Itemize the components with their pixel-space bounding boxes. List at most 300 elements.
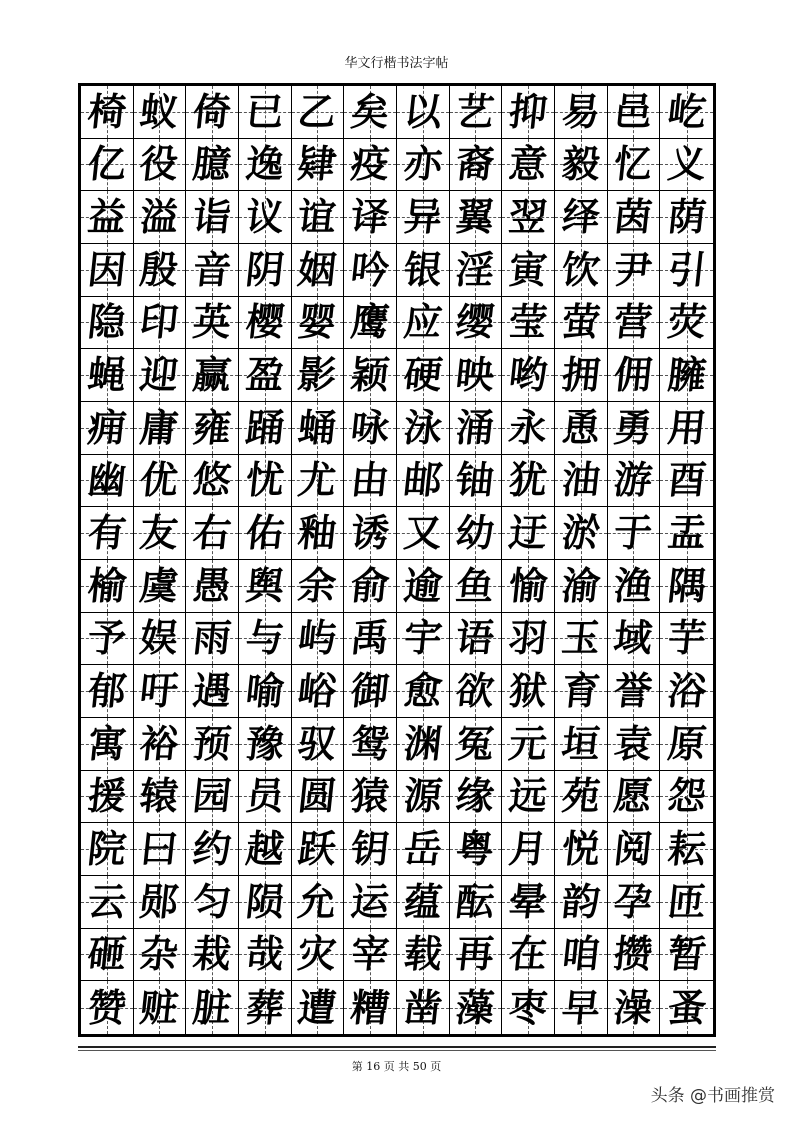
calligraphy-character: 铀 bbox=[454, 457, 497, 503]
calligraphy-character: 允 bbox=[296, 878, 339, 924]
grid-cell bbox=[292, 244, 345, 297]
calligraphy-character: 遭 bbox=[296, 984, 339, 1030]
grid-cell bbox=[134, 613, 187, 666]
grid-cell bbox=[344, 718, 397, 771]
calligraphy-character: 悠 bbox=[190, 457, 234, 503]
grid-cell bbox=[608, 402, 661, 455]
calligraphy-character: 游 bbox=[612, 457, 655, 503]
calligraphy-character: 益 bbox=[85, 194, 129, 240]
calligraphy-character: 哟 bbox=[506, 352, 550, 398]
calligraphy-character: 猿 bbox=[348, 773, 392, 819]
calligraphy-character: 郁 bbox=[85, 668, 129, 714]
calligraphy-character: 恿 bbox=[559, 404, 603, 450]
grid-cell bbox=[608, 139, 661, 192]
calligraphy-character: 灾 bbox=[296, 931, 339, 977]
grid-cell bbox=[344, 402, 397, 455]
calligraphy-character: 驭 bbox=[296, 720, 339, 766]
calligraphy-character: 悦 bbox=[559, 826, 603, 872]
grid-cell bbox=[608, 507, 661, 560]
grid-cell bbox=[134, 560, 187, 613]
grid-cell bbox=[292, 297, 345, 350]
grid-cell bbox=[239, 665, 292, 718]
grid-cell bbox=[450, 455, 503, 508]
calligraphy-character: 优 bbox=[138, 457, 181, 503]
calligraphy-character: 哉 bbox=[243, 931, 287, 977]
grid-cell bbox=[660, 771, 713, 824]
calligraphy-character: 邮 bbox=[401, 457, 445, 503]
grid-cell bbox=[660, 560, 713, 613]
grid-cell bbox=[502, 929, 555, 982]
grid-cell bbox=[397, 349, 450, 402]
grid-cell bbox=[186, 244, 239, 297]
grid-cell bbox=[608, 718, 661, 771]
calligraphy-character: 因 bbox=[85, 246, 129, 292]
calligraphy-character: 痈 bbox=[85, 404, 129, 450]
grid-cell bbox=[186, 507, 239, 560]
grid-cell bbox=[81, 349, 134, 402]
grid-cell bbox=[608, 771, 661, 824]
grid-cell bbox=[81, 665, 134, 718]
grid-cell bbox=[555, 771, 608, 824]
grid-cell bbox=[81, 507, 134, 560]
grid-cell bbox=[186, 718, 239, 771]
calligraphy-character: 臃 bbox=[665, 352, 709, 398]
grid-cell bbox=[186, 981, 239, 1034]
calligraphy-character: 语 bbox=[454, 615, 497, 661]
calligraphy-character: 茵 bbox=[612, 194, 655, 240]
calligraphy-character: 园 bbox=[190, 773, 234, 819]
calligraphy-character: 跃 bbox=[296, 826, 339, 872]
calligraphy-character: 愈 bbox=[401, 668, 445, 714]
grid-cell bbox=[608, 191, 661, 244]
calligraphy-character: 陨 bbox=[243, 878, 287, 924]
calligraphy-character: 遇 bbox=[190, 668, 234, 714]
calligraphy-character: 荫 bbox=[665, 194, 709, 240]
calligraphy-character: 在 bbox=[506, 931, 550, 977]
calligraphy-character: 阴 bbox=[243, 246, 287, 292]
grid-cell bbox=[186, 876, 239, 929]
grid-cell bbox=[134, 929, 187, 982]
grid-cell bbox=[660, 139, 713, 192]
calligraphy-character: 佣 bbox=[612, 352, 655, 398]
grid-cell bbox=[134, 981, 187, 1034]
calligraphy-character: 右 bbox=[190, 510, 234, 556]
grid-cell bbox=[450, 86, 503, 139]
calligraphy-character: 议 bbox=[243, 194, 287, 240]
calligraphy-character: 荧 bbox=[665, 299, 709, 345]
calligraphy-character: 玉 bbox=[559, 615, 603, 661]
calligraphy-character: 意 bbox=[506, 141, 550, 187]
calligraphy-character: 溢 bbox=[138, 194, 181, 240]
grid-cell bbox=[81, 823, 134, 876]
calligraphy-character: 员 bbox=[243, 773, 287, 819]
grid-cell bbox=[292, 771, 345, 824]
grid-cell bbox=[239, 86, 292, 139]
grid-cell bbox=[397, 507, 450, 560]
calligraphy-character: 忆 bbox=[612, 141, 655, 187]
calligraphy-character: 诱 bbox=[348, 510, 392, 556]
grid-cell bbox=[134, 718, 187, 771]
grid-cell bbox=[134, 876, 187, 929]
grid-cell bbox=[397, 139, 450, 192]
grid-cell bbox=[660, 665, 713, 718]
calligraphy-character: 营 bbox=[612, 299, 655, 345]
watermark-text: 头条 @书画推赏 bbox=[650, 1086, 775, 1106]
grid-cell bbox=[660, 455, 713, 508]
calligraphy-character: 迎 bbox=[138, 352, 181, 398]
grid-cell bbox=[186, 402, 239, 455]
grid-cell bbox=[344, 981, 397, 1034]
calligraphy-character: 越 bbox=[243, 826, 287, 872]
grid-cell bbox=[344, 507, 397, 560]
calligraphy-character: 裔 bbox=[454, 141, 497, 187]
calligraphy-character: 应 bbox=[401, 299, 445, 345]
calligraphy-character: 倚 bbox=[190, 88, 234, 134]
calligraphy-character: 砸 bbox=[85, 931, 129, 977]
grid-cell bbox=[555, 244, 608, 297]
calligraphy-character: 原 bbox=[665, 720, 709, 766]
calligraphy-grid bbox=[81, 86, 713, 1034]
calligraphy-character: 艺 bbox=[454, 88, 497, 134]
grid-cell bbox=[608, 929, 661, 982]
calligraphy-character: 釉 bbox=[296, 510, 339, 556]
grid-cell bbox=[239, 244, 292, 297]
calligraphy-character: 运 bbox=[348, 878, 392, 924]
grid-cell bbox=[397, 876, 450, 929]
calligraphy-character: 栽 bbox=[190, 931, 234, 977]
calligraphy-character: 酝 bbox=[454, 878, 497, 924]
grid-cell bbox=[555, 507, 608, 560]
grid-cell bbox=[397, 191, 450, 244]
calligraphy-character: 印 bbox=[138, 299, 181, 345]
grid-cell bbox=[555, 613, 608, 666]
calligraphy-character: 蚁 bbox=[138, 88, 181, 134]
calligraphy-character: 苑 bbox=[559, 773, 603, 819]
grid-cell bbox=[502, 507, 555, 560]
calligraphy-character: 吟 bbox=[348, 246, 392, 292]
calligraphy-character: 淫 bbox=[454, 246, 497, 292]
grid-cell bbox=[239, 876, 292, 929]
calligraphy-character: 凿 bbox=[401, 984, 445, 1030]
grid-cell bbox=[186, 771, 239, 824]
grid-cell bbox=[397, 665, 450, 718]
grid-cell bbox=[397, 402, 450, 455]
grid-cell bbox=[555, 929, 608, 982]
calligraphy-character: 岳 bbox=[401, 826, 445, 872]
grid-cell bbox=[450, 507, 503, 560]
calligraphy-character: 逸 bbox=[243, 141, 287, 187]
grid-cell bbox=[239, 139, 292, 192]
grid-cell bbox=[502, 349, 555, 402]
grid-cell bbox=[660, 876, 713, 929]
grid-cell bbox=[81, 718, 134, 771]
grid-cell bbox=[239, 402, 292, 455]
calligraphy-character: 月 bbox=[506, 826, 550, 872]
grid-cell bbox=[81, 771, 134, 824]
grid-cell bbox=[555, 718, 608, 771]
calligraphy-character: 御 bbox=[348, 668, 392, 714]
calligraphy-character: 缘 bbox=[454, 773, 497, 819]
grid-cell bbox=[502, 981, 555, 1034]
grid-cell bbox=[555, 139, 608, 192]
grid-cell bbox=[660, 718, 713, 771]
grid-cell bbox=[186, 665, 239, 718]
grid-cell bbox=[344, 613, 397, 666]
grid-cell bbox=[555, 981, 608, 1034]
calligraphy-character: 渔 bbox=[612, 562, 655, 608]
calligraphy-character: 逾 bbox=[401, 562, 445, 608]
calligraphy-character: 预 bbox=[190, 720, 234, 766]
calligraphy-character: 幽 bbox=[85, 457, 129, 503]
grid-cell bbox=[344, 297, 397, 350]
calligraphy-character: 粤 bbox=[454, 826, 497, 872]
calligraphy-character: 糟 bbox=[348, 984, 392, 1030]
calligraphy-character: 隅 bbox=[665, 562, 709, 608]
calligraphy-character: 韵 bbox=[559, 878, 603, 924]
calligraphy-character: 育 bbox=[559, 668, 603, 714]
grid-cell bbox=[344, 771, 397, 824]
calligraphy-character: 屿 bbox=[296, 615, 339, 661]
calligraphy-character: 愿 bbox=[612, 773, 655, 819]
calligraphy-character: 蚤 bbox=[665, 984, 709, 1030]
grid-cell bbox=[292, 560, 345, 613]
grid-cell bbox=[555, 455, 608, 508]
grid-cell bbox=[608, 613, 661, 666]
calligraphy-character: 肄 bbox=[296, 141, 339, 187]
grid-cell bbox=[186, 86, 239, 139]
grid-cell bbox=[660, 244, 713, 297]
grid-cell bbox=[344, 139, 397, 192]
grid-cell bbox=[81, 402, 134, 455]
calligraphy-character: 异 bbox=[401, 194, 445, 240]
grid-cell bbox=[292, 823, 345, 876]
grid-cell bbox=[292, 981, 345, 1034]
grid-cell bbox=[292, 929, 345, 982]
calligraphy-character: 翌 bbox=[506, 194, 550, 240]
calligraphy-character: 莹 bbox=[506, 299, 550, 345]
grid-cell bbox=[608, 560, 661, 613]
calligraphy-character: 娱 bbox=[138, 615, 181, 661]
grid-cell bbox=[450, 402, 503, 455]
calligraphy-character: 绎 bbox=[559, 194, 603, 240]
calligraphy-character: 藻 bbox=[454, 984, 497, 1030]
calligraphy-character: 易 bbox=[559, 88, 603, 134]
grid-cell bbox=[502, 139, 555, 192]
calligraphy-character: 邑 bbox=[612, 88, 655, 134]
grid-cell bbox=[397, 86, 450, 139]
grid-cell bbox=[397, 297, 450, 350]
calligraphy-character: 雨 bbox=[190, 615, 234, 661]
calligraphy-character: 缨 bbox=[454, 299, 497, 345]
grid-cell bbox=[450, 191, 503, 244]
calligraphy-character: 银 bbox=[401, 246, 445, 292]
calligraphy-character: 有 bbox=[85, 510, 129, 556]
calligraphy-character: 攒 bbox=[612, 931, 655, 977]
calligraphy-character: 欲 bbox=[454, 668, 497, 714]
grid-cell bbox=[81, 876, 134, 929]
calligraphy-character: 赞 bbox=[85, 984, 129, 1030]
grid-cell bbox=[292, 613, 345, 666]
calligraphy-character: 豫 bbox=[243, 720, 287, 766]
grid-cell bbox=[397, 981, 450, 1034]
calligraphy-character: 袁 bbox=[612, 720, 655, 766]
calligraphy-character: 犹 bbox=[506, 457, 550, 503]
calligraphy-character: 宇 bbox=[401, 615, 445, 661]
footer-rule-thin bbox=[78, 1050, 716, 1051]
calligraphy-character: 颖 bbox=[348, 352, 392, 398]
grid-cell bbox=[344, 823, 397, 876]
grid-cell bbox=[81, 455, 134, 508]
grid-cell bbox=[502, 402, 555, 455]
calligraphy-character: 寅 bbox=[506, 246, 550, 292]
calligraphy-character: 渊 bbox=[401, 720, 445, 766]
calligraphy-character: 辕 bbox=[138, 773, 181, 819]
calligraphy-character: 忧 bbox=[243, 457, 287, 503]
grid-cell bbox=[608, 665, 661, 718]
grid-cell bbox=[502, 613, 555, 666]
calligraphy-character: 远 bbox=[506, 773, 550, 819]
grid-cell bbox=[134, 823, 187, 876]
calligraphy-character: 蛹 bbox=[296, 404, 339, 450]
grid-cell bbox=[397, 244, 450, 297]
grid-cell bbox=[608, 244, 661, 297]
calligraphy-character: 用 bbox=[665, 404, 709, 450]
calligraphy-character: 杂 bbox=[138, 931, 181, 977]
calligraphy-character: 踊 bbox=[243, 404, 287, 450]
calligraphy-character: 芋 bbox=[665, 615, 709, 661]
grid-cell bbox=[186, 191, 239, 244]
grid-cell bbox=[292, 876, 345, 929]
grid-cell bbox=[292, 191, 345, 244]
calligraphy-character: 院 bbox=[85, 826, 129, 872]
calligraphy-character: 浴 bbox=[665, 668, 709, 714]
calligraphy-character: 虞 bbox=[138, 562, 181, 608]
grid-cell bbox=[134, 349, 187, 402]
grid-cell bbox=[450, 349, 503, 402]
grid-cell bbox=[186, 823, 239, 876]
grid-cell bbox=[450, 244, 503, 297]
grid-cell bbox=[239, 455, 292, 508]
grid-cell bbox=[81, 560, 134, 613]
calligraphy-character: 友 bbox=[138, 510, 181, 556]
grid-cell bbox=[660, 191, 713, 244]
calligraphy-character: 蝇 bbox=[85, 352, 129, 398]
calligraphy-grid-frame bbox=[78, 83, 716, 1037]
grid-cell bbox=[186, 929, 239, 982]
grid-cell bbox=[239, 613, 292, 666]
calligraphy-character: 亦 bbox=[401, 141, 445, 187]
calligraphy-character: 禹 bbox=[348, 615, 392, 661]
calligraphy-character: 疫 bbox=[348, 141, 392, 187]
calligraphy-character: 约 bbox=[190, 826, 234, 872]
calligraphy-character: 鹰 bbox=[348, 299, 392, 345]
calligraphy-character: 域 bbox=[612, 615, 655, 661]
calligraphy-character: 舆 bbox=[243, 562, 287, 608]
grid-cell bbox=[397, 613, 450, 666]
calligraphy-character: 已 bbox=[243, 88, 287, 134]
grid-cell bbox=[239, 929, 292, 982]
calligraphy-character: 咱 bbox=[559, 931, 603, 977]
grid-cell bbox=[397, 455, 450, 508]
calligraphy-character: 盂 bbox=[665, 510, 709, 556]
calligraphy-character: 抑 bbox=[506, 88, 550, 134]
calligraphy-character: 晕 bbox=[506, 878, 550, 924]
calligraphy-character: 谊 bbox=[296, 194, 339, 240]
grid-cell bbox=[81, 191, 134, 244]
grid-cell bbox=[81, 981, 134, 1034]
calligraphy-character: 翼 bbox=[454, 194, 497, 240]
calligraphy-character: 殷 bbox=[138, 246, 181, 292]
grid-cell bbox=[81, 139, 134, 192]
grid-cell bbox=[292, 402, 345, 455]
calligraphy-character: 又 bbox=[401, 510, 445, 556]
calligraphy-character: 涌 bbox=[454, 404, 497, 450]
grid-cell bbox=[502, 560, 555, 613]
grid-cell bbox=[608, 455, 661, 508]
calligraphy-character: 影 bbox=[296, 352, 339, 398]
calligraphy-character: 蕴 bbox=[401, 878, 445, 924]
calligraphy-character: 盈 bbox=[243, 352, 287, 398]
calligraphy-character: 匀 bbox=[190, 878, 234, 924]
grid-cell bbox=[608, 297, 661, 350]
grid-cell bbox=[555, 349, 608, 402]
calligraphy-character: 毅 bbox=[559, 141, 603, 187]
grid-cell bbox=[660, 929, 713, 982]
calligraphy-character: 垣 bbox=[559, 720, 603, 766]
calligraphy-character: 愉 bbox=[506, 562, 550, 608]
grid-cell bbox=[344, 455, 397, 508]
grid-cell bbox=[134, 139, 187, 192]
grid-cell bbox=[608, 349, 661, 402]
calligraphy-character: 葬 bbox=[243, 984, 287, 1030]
grid-cell bbox=[660, 981, 713, 1034]
calligraphy-character: 怨 bbox=[665, 773, 709, 819]
grid-cell bbox=[186, 349, 239, 402]
grid-cell bbox=[555, 297, 608, 350]
grid-cell bbox=[186, 455, 239, 508]
calligraphy-character: 椅 bbox=[85, 88, 129, 134]
calligraphy-character: 樱 bbox=[243, 299, 287, 345]
calligraphy-character: 郧 bbox=[138, 878, 181, 924]
grid-cell bbox=[292, 349, 345, 402]
calligraphy-character: 音 bbox=[190, 246, 234, 292]
calligraphy-character: 亿 bbox=[85, 141, 129, 187]
grid-cell bbox=[555, 823, 608, 876]
grid-cell bbox=[450, 823, 503, 876]
calligraphy-character: 援 bbox=[85, 773, 129, 819]
grid-cell bbox=[450, 297, 503, 350]
grid-cell bbox=[344, 191, 397, 244]
calligraphy-character: 俞 bbox=[348, 562, 392, 608]
grid-cell bbox=[502, 455, 555, 508]
grid-cell bbox=[450, 560, 503, 613]
calligraphy-character: 诣 bbox=[190, 194, 234, 240]
grid-cell bbox=[608, 86, 661, 139]
grid-cell bbox=[660, 402, 713, 455]
grid-cell bbox=[502, 191, 555, 244]
calligraphy-character: 臆 bbox=[190, 141, 234, 187]
calligraphy-character: 渝 bbox=[559, 562, 603, 608]
grid-cell bbox=[239, 297, 292, 350]
calligraphy-character: 予 bbox=[85, 615, 129, 661]
grid-cell bbox=[344, 349, 397, 402]
grid-cell bbox=[292, 507, 345, 560]
grid-cell bbox=[450, 981, 503, 1034]
grid-cell bbox=[450, 718, 503, 771]
grid-cell bbox=[186, 560, 239, 613]
calligraphy-character: 引 bbox=[665, 246, 709, 292]
calligraphy-character: 曰 bbox=[138, 826, 181, 872]
